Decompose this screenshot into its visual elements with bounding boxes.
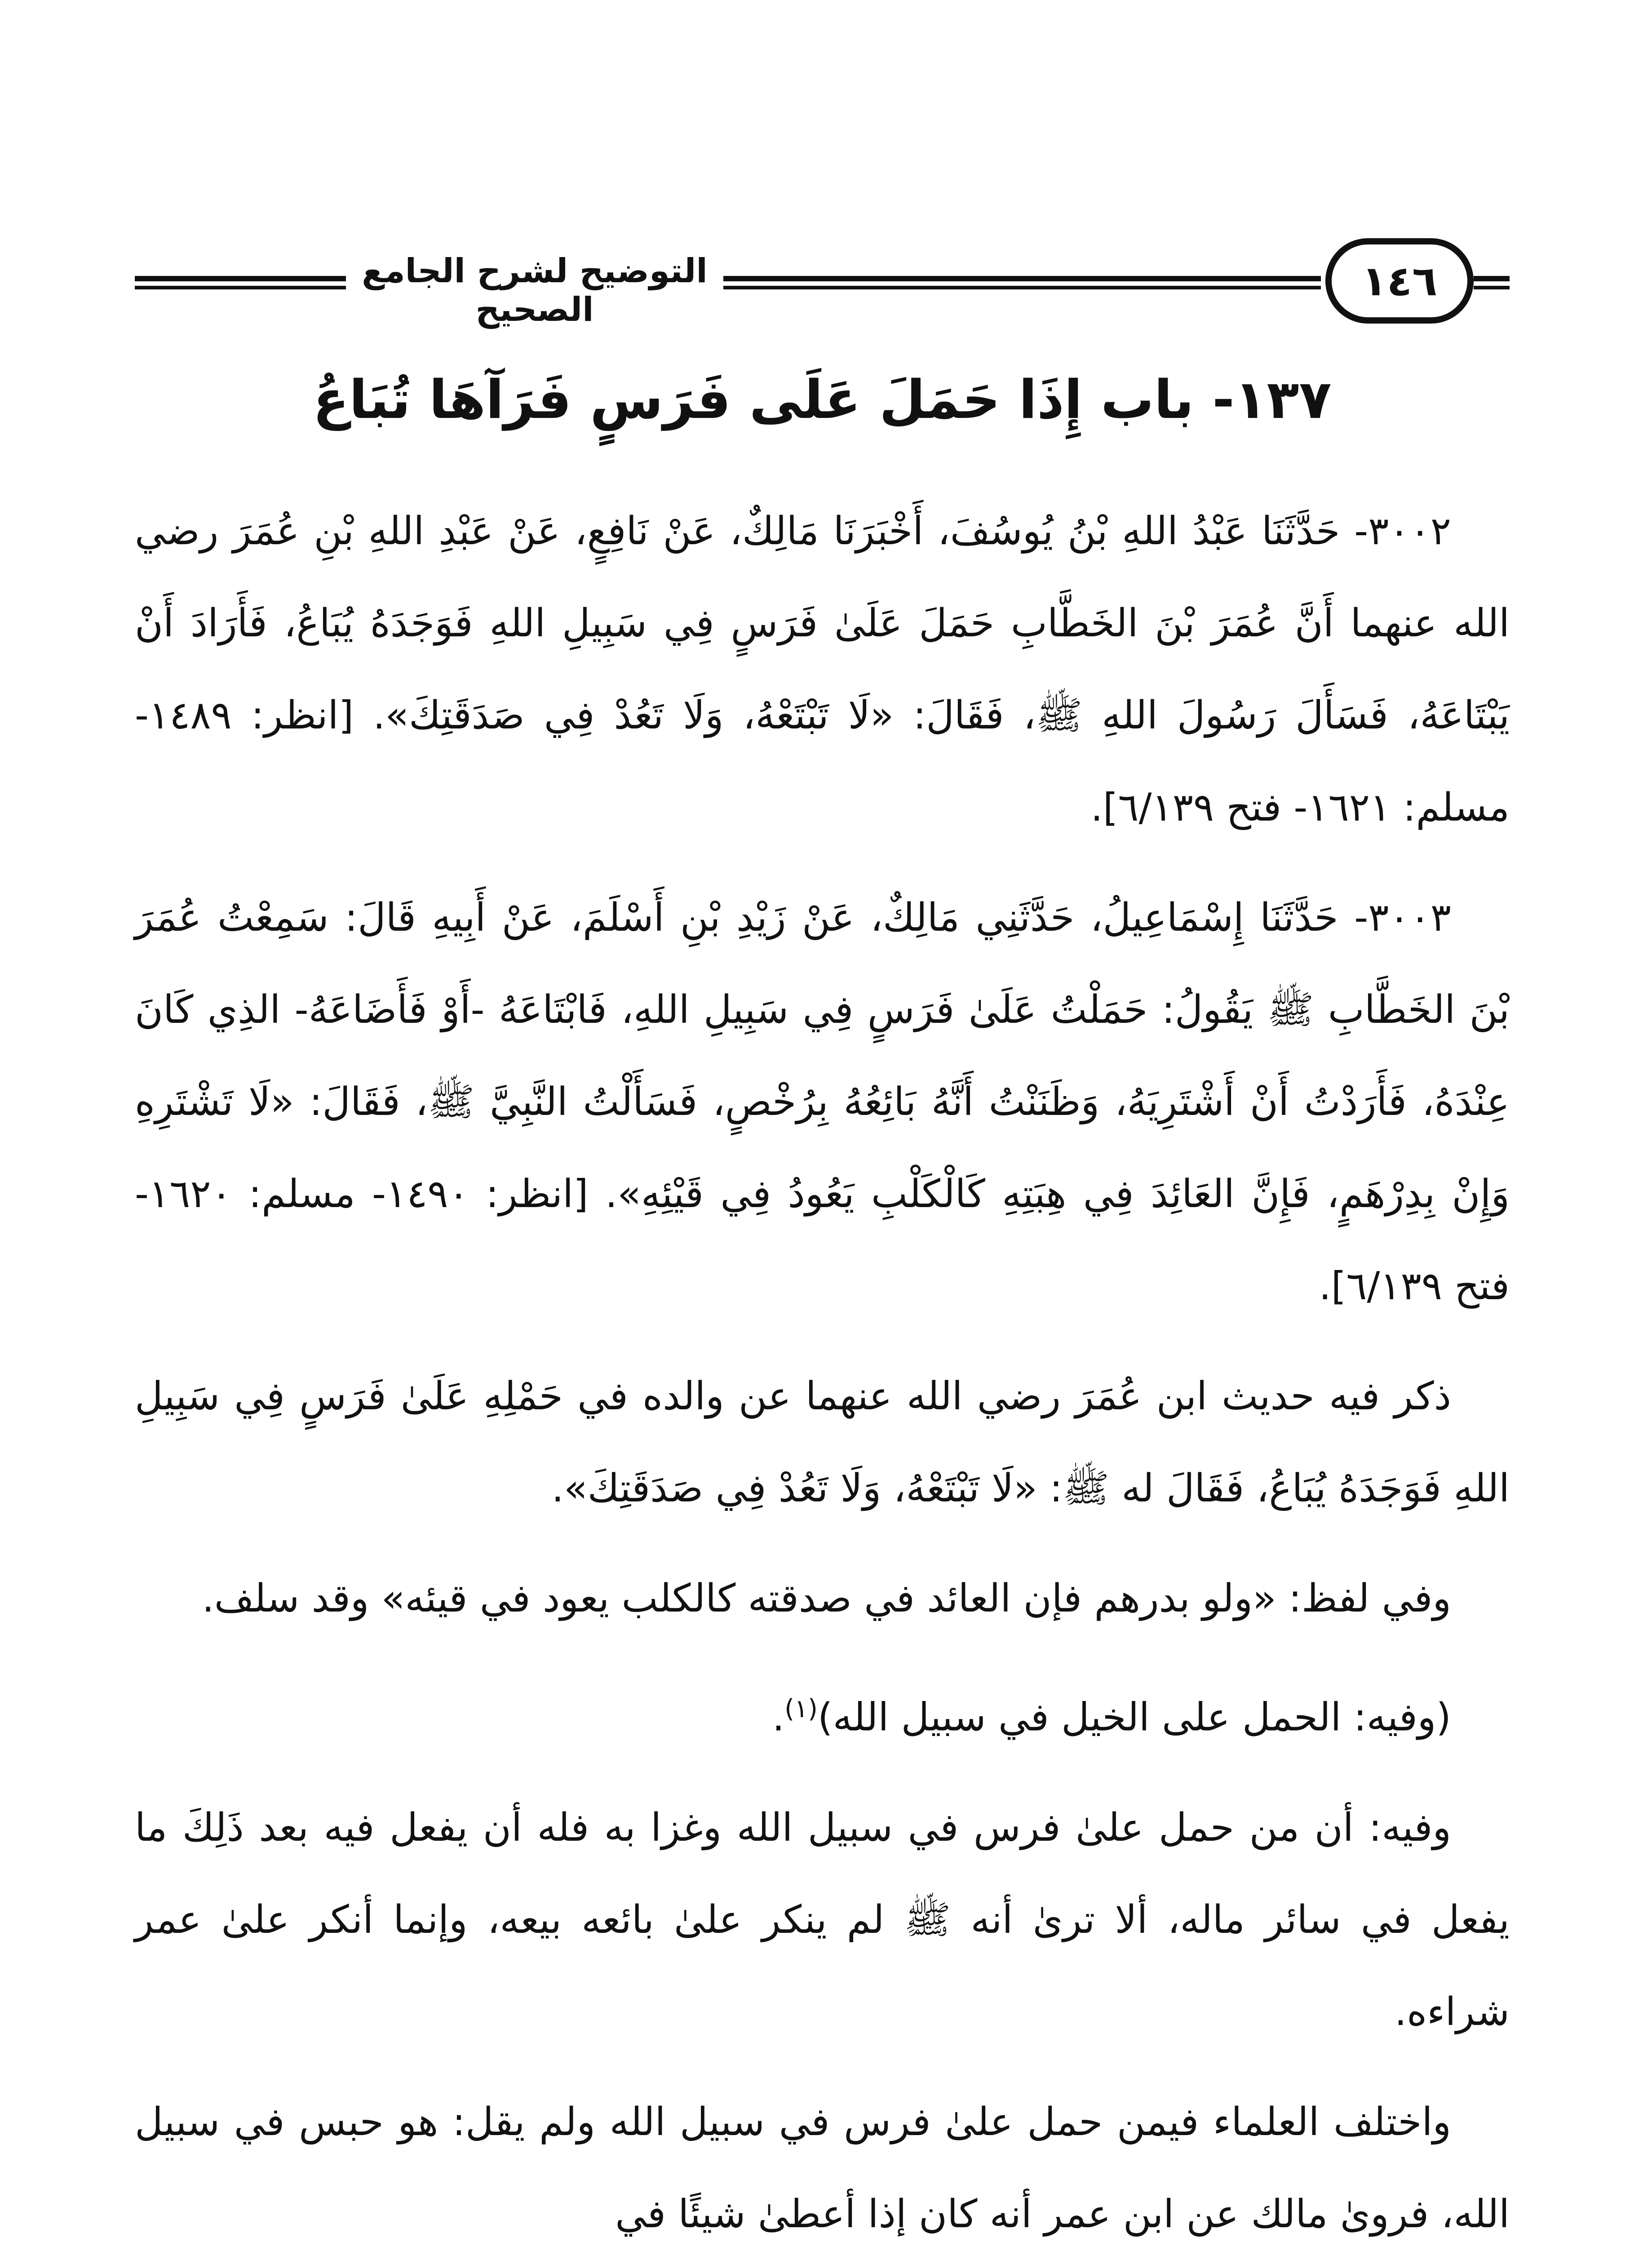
commentary-paragraph: وفي لفظ: «ولو بدرهم فإن العائد في صدقته كالكلب يعود في قيئه» وقد سلف. <box>202 1576 1451 1621</box>
footnote-marker: (١) <box>784 1694 818 1723</box>
chapter-heading: ١٣٧- باب إِذَا حَمَلَ عَلَى فَرَسٍ فَرَآهَا تُبَاعُ <box>313 369 1332 431</box>
page-number: ١٤٦ <box>1325 238 1474 324</box>
header-rule-middle <box>723 276 1321 281</box>
book-title: التوضيح لشرح الجامع الصحيح <box>362 252 708 329</box>
commentary-paragraph-with-footnote: (وفيه: الحمل على الخيل في سبيل الله)$^{(١)}$. <box>772 1694 1451 1740</box>
commentary-paragraph: واختلف العلماء فيمن حمل علىٰ فرس في سبيل الله ولم يقل: هو حبس في سبيل الله، فروىٰ مالك عن ابن عمر أنه كان إذا أعطىٰ شيئًا في <box>135 2099 1510 2237</box>
header-rule-right <box>1474 276 1510 281</box>
hadith-3002: ٣٠٠٢- حَدَّثَنَا عَبْدُ اللهِ بْنُ يُوسُفَ، أَخْبَرَنَا مَالِكٌ، عَنْ نَافِعٍ، عَنْ عَبْدِ اللهِ بْنِ عُمَرَ رضي الله عنهما أَنَّ عُمَرَ بْنَ الخَطَّابِ حَمَلَ عَلَىٰ فَرَسٍ فِي سَبِيلِ اللهِ فَوَجَدَهُ يُبَاعُ، فَأَرَادَ أَنْ يَبْتَاعَهُ، فَسَأَلَ رَسُولَ اللهِ ﷺ، فَقَالَ: «لَا تَبْتَعْهُ، وَلَا تَعُدْ فِي صَدَقَتِكَ». [انظر: ١٤٨٩- مسلم: ١٦٢١- فتح ٦/١٣٩]. <box>135 509 1510 830</box>
hadith-3003: ٣٠٠٣- حَدَّثَنَا إِسْمَاعِيلُ، حَدَّثَنِي مَالِكٌ، عَنْ زَيْدِ بْنِ أَسْلَمَ، عَنْ أَبِيهِ قَالَ: سَمِعْتُ عُمَرَ بْنَ الخَطَّابِ ﷺ يَقُولُ: حَمَلْتُ عَلَىٰ فَرَسٍ فِي سَبِيلِ اللهِ، فَابْتَاعَهُ -أَوْ فَأَضَاعَهُ- الذِي كَانَ عِنْدَهُ، فَأَرَدْتُ أَنْ أَشْتَرِيَهُ، وَظَنَنْتُ أَنَّهُ بَائِعُهُ بِرُخْصٍ، فَسَأَلْتُ النَّبِيَّ ﷺ، فَقَالَ: «لَا تَشْتَرِهِ وَإِنْ بِدِرْهَمٍ، فَإِنَّ العَائِدَ فِي هِبَتِهِ كَالْكَلْبِ يَعُودُ فِي قَيْئِهِ». [انظر: ١٤٩٠- مسلم: ١٦٢٠- فتح ٦/١٣٩]. <box>135 895 1510 1309</box>
commentary-paragraph: وفيه: أن من حمل علىٰ فرس في سبيل الله وغزا به فله أن يفعل فيه بعد ذَلِكَ ما يفعل في سائر ماله، ألا ترىٰ أنه ﷺ لم ينكر علىٰ بائعه بيعه، وإنما أنكر علىٰ عمر شراءه. <box>135 1805 1510 2034</box>
page-header <box>135 238 1510 328</box>
main-text <box>135 485 1510 2247</box>
header-rule-left <box>135 276 346 281</box>
commentary-text: (وفيه: الحمل على الخيل في سبيل الله) <box>818 1695 1451 1740</box>
commentary-paragraph: ذكر فيه حديث ابن عُمَرَ رضي الله عنهما عن والده في حَمْلِهِ عَلَىٰ فَرَسٍ فِي سَبِيلِ اللهِ فَوَجَدَهُ يُبَاعُ، فَقَالَ له ﷺ: «لَا تَبْتَعْهُ، وَلَا تَعُدْ فِي صَدَقَتِكَ». <box>135 1374 1510 1511</box>
